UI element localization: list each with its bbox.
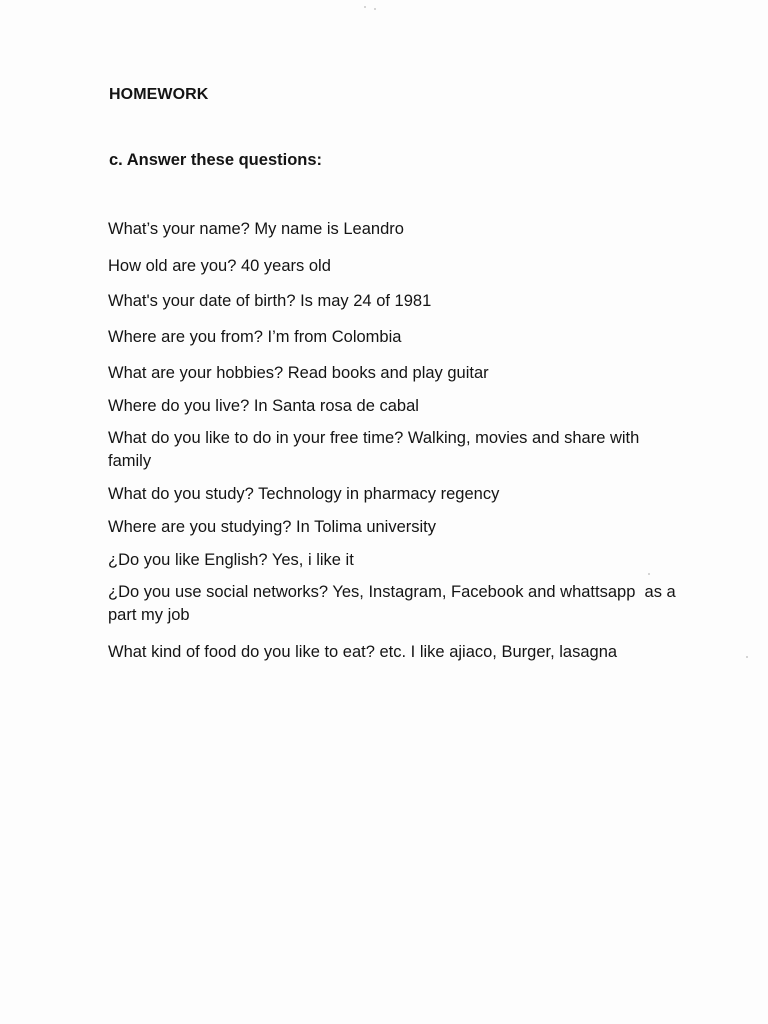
qa-line-age: How old are you? 40 years old <box>108 257 331 275</box>
qa-line-residence: Where do you live? In Santa rosa de cabal <box>108 397 419 415</box>
qa-line-birthdate: What's your date of birth? Is may 24 of 1981 <box>108 292 432 310</box>
qa-line-social-networks: ¿Do you use social networks? Yes, Instagram, Facebook and whattsapp as a part my job <box>108 583 681 624</box>
scan-speck <box>648 573 650 575</box>
qa-line-english: ¿Do you like English? Yes, i like it <box>108 551 354 569</box>
qa-line-origin: Where are you from? I’m from Colombia <box>108 328 402 346</box>
scan-speck <box>746 656 748 658</box>
qa-line-university: Where are you studying? In Tolima university <box>108 518 437 536</box>
scan-speck <box>364 6 366 8</box>
qa-line-hobbies: What are your hobbies? Read books and play guitar <box>108 364 489 382</box>
qa-line-study: What do you study? Technology in pharmacy regency <box>108 485 500 503</box>
qa-line-food: What kind of food do you like to eat? etc. I like ajiaco, Burger, lasagna <box>108 643 618 661</box>
page-title: HOMEWORK <box>109 86 209 103</box>
qa-line-name: What’s your name? My name is Leandro <box>108 220 404 238</box>
scan-speck <box>374 8 376 10</box>
qa-line-free-time: What do you like to do in your free time? Walking, movies and share with family <box>108 429 644 470</box>
section-instruction: c. Answer these questions: <box>109 151 323 169</box>
